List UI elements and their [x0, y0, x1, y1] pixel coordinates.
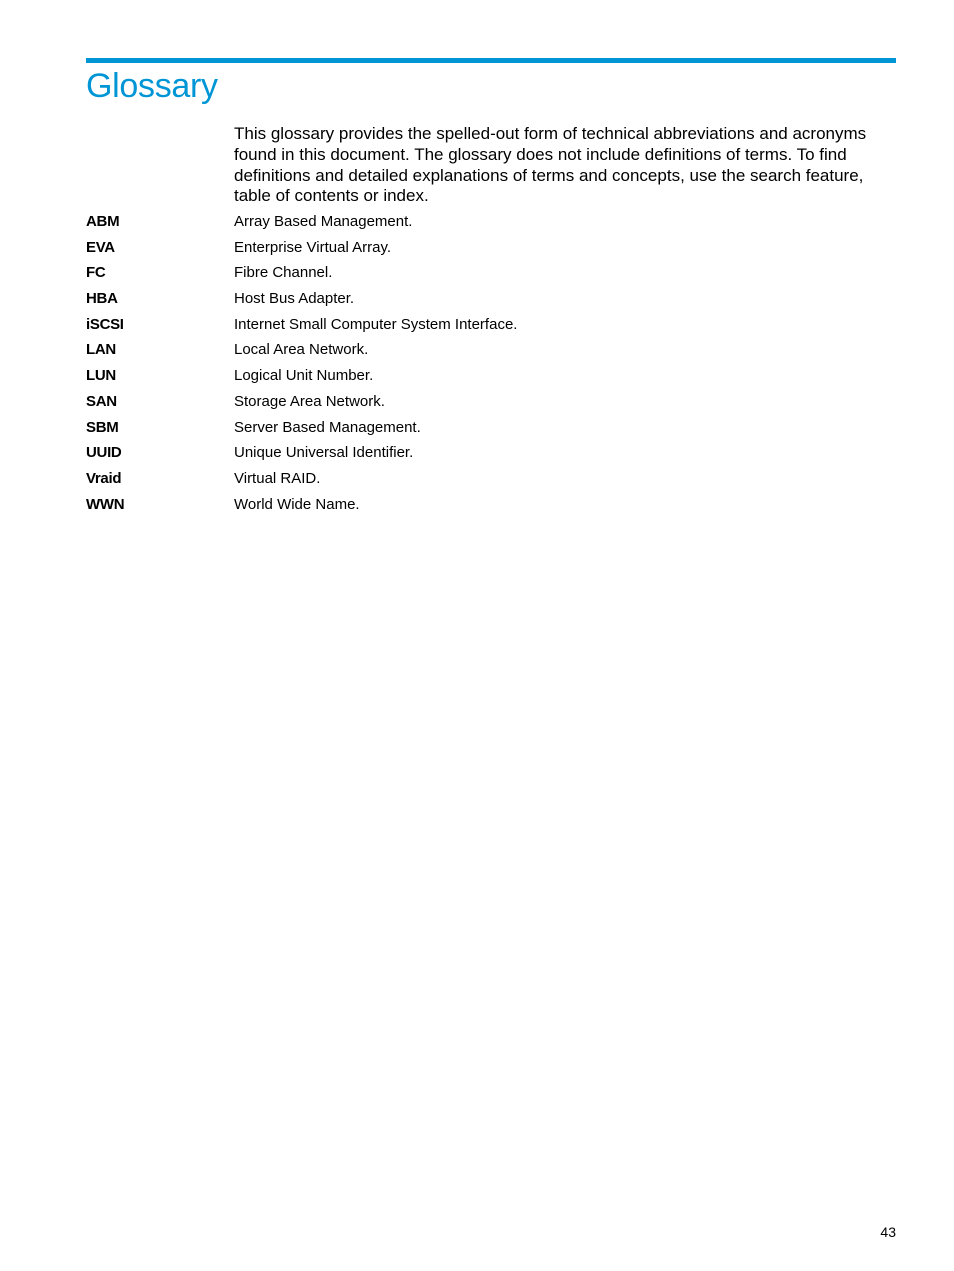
glossary-term: ABM	[86, 213, 120, 230]
title-rule	[86, 58, 896, 63]
glossary-entry-abm	[86, 211, 886, 237]
glossary-entry-lan	[86, 339, 886, 365]
glossary-definition: Logical Unit Number.	[234, 367, 374, 385]
glossary-term: LAN	[86, 341, 116, 359]
glossary-term: UUID	[86, 444, 122, 462]
glossary-term: SBM	[86, 418, 119, 436]
glossary-entry-wwn	[86, 494, 886, 520]
glossary-entry-fc	[86, 262, 886, 288]
glossary-list	[86, 211, 886, 519]
glossary-term: Vraid	[86, 469, 122, 487]
glossary-term: FC	[86, 264, 106, 282]
glossary-entry-lun	[86, 365, 886, 391]
glossary-entry-uuid	[86, 442, 886, 468]
glossary-definition: Internet Small Computer System Interface.	[234, 315, 518, 333]
glossary-definition: Fibre Channel.	[234, 264, 333, 282]
glossary-term: SAN	[86, 392, 117, 410]
glossary-definition: World Wide Name.	[234, 495, 360, 513]
glossary-entry-sbm	[86, 417, 886, 443]
glossary-entry-iscsi	[86, 314, 886, 340]
glossary-definition: Virtual RAID.	[234, 469, 321, 487]
glossary-definition: Array Based Management.	[234, 213, 413, 230]
glossary-entry-hba	[86, 288, 886, 314]
glossary-definition: Enterprise Virtual Array.	[234, 238, 392, 256]
glossary-definition: Storage Area Network.	[234, 392, 385, 410]
glossary-term: LUN	[86, 367, 116, 385]
glossary-definition: Local Area Network.	[234, 341, 369, 359]
glossary-term: EVA	[86, 238, 115, 256]
glossary-definition: Host Bus Adapter.	[234, 290, 355, 308]
page-title: Glossary	[86, 67, 218, 105]
glossary-intro: This glossary provides the spelled-out form of technical abbreviations and acronyms found in this document. The glossary does not include definitions of terms. To find definitions and detailed explanations of terms and concepts, use the search feature, table of contents or index.	[234, 124, 867, 206]
glossary-definition: Server Based Management.	[234, 418, 421, 436]
glossary-term: WWN	[86, 495, 125, 513]
glossary-entry-san	[86, 391, 886, 417]
glossary-definition: Unique Universal Identifier.	[234, 444, 414, 462]
glossary-term: iSCSI	[86, 315, 124, 333]
page-number: 43	[880, 1224, 896, 1240]
glossary-entry-eva	[86, 237, 886, 263]
glossary-entry-vraid	[86, 468, 886, 494]
glossary-term: HBA	[86, 290, 118, 308]
